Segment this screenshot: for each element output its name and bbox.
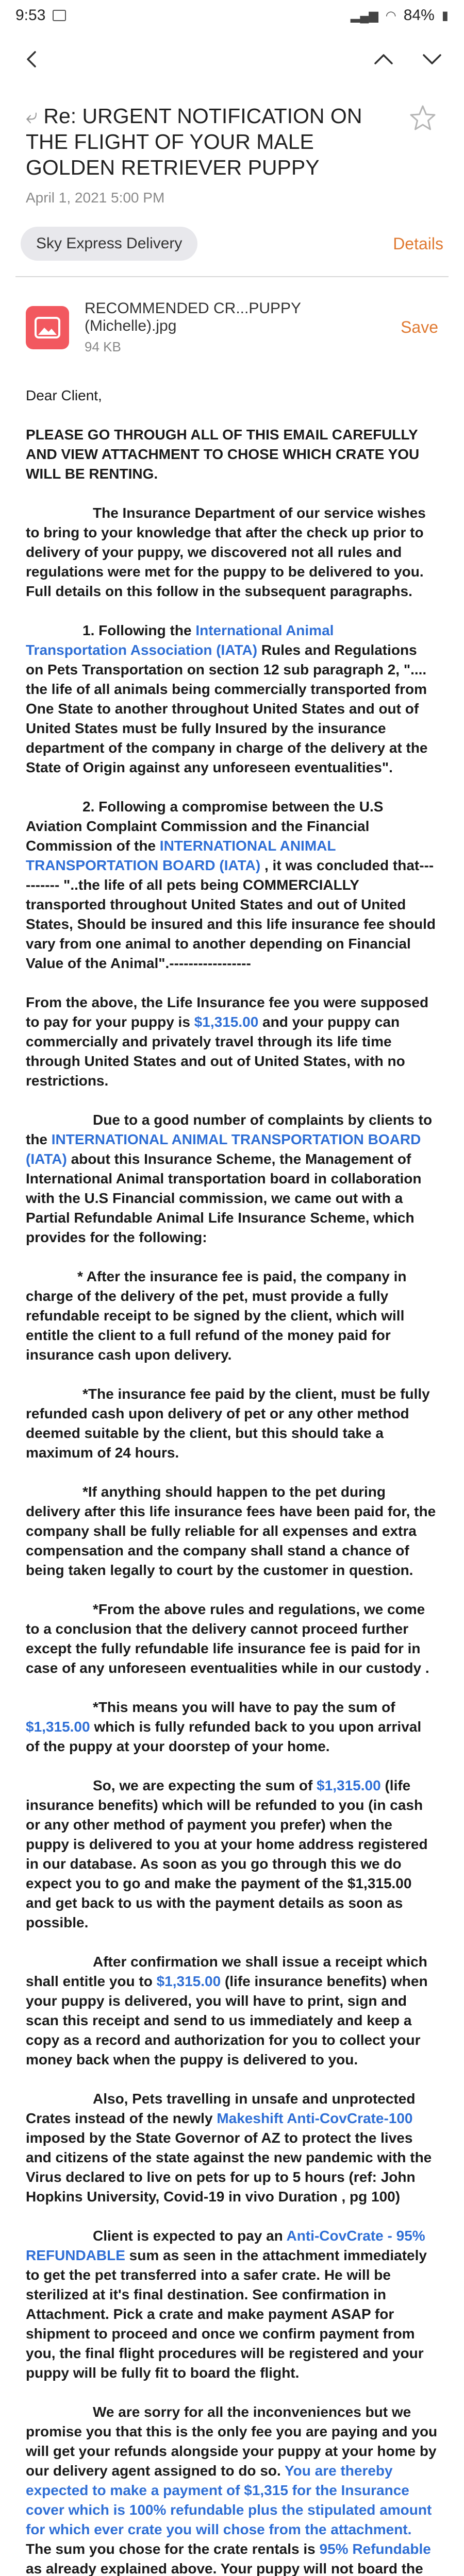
email-subject bbox=[26, 103, 397, 180]
star-icon[interactable] bbox=[407, 103, 438, 134]
payment-instruction-link[interactable]: You are thereby expected to make a payment of $1,315 for the Insurance cover which is 100% refundable plus the stipulated amount for which ever crate you will chose from the attachment. bbox=[26, 2463, 432, 2537]
email-toolbar bbox=[0, 31, 464, 88]
details-button[interactable]: Details bbox=[393, 234, 443, 253]
paragraph-6: * After the insurance fee is paid, the company in charge of the delivery of the pet, must provide a fully refundable receipt to be signed by the client, which will entitle the client to a full refund of the money paid for insurance cash upon delivery. bbox=[26, 1268, 407, 1363]
subject-text: Re: URGENT NOTIFICATION ON THE FLIGHT OF YOUR MALE GOLDEN RETRIEVER PUPPY bbox=[26, 104, 362, 179]
amount-link-4[interactable]: $1,315.00 bbox=[156, 1973, 221, 1989]
next-email-button[interactable] bbox=[416, 43, 449, 76]
signal-icon: ▂▄▆ bbox=[350, 8, 378, 23]
paragraph-1: The Insurance Department of our service wishes to bring to your knowledge that after the check up prior to delivery of your puppy, we discovered not all rules and regulations were met for the puppy to be delivered to you. Full details on this follow in the subsequent paragraphs. bbox=[26, 505, 426, 599]
reply-icon: ⤶ bbox=[26, 104, 44, 128]
iata-link[interactable]: International Animal Transportation Association (IATA) bbox=[26, 622, 334, 658]
battery-level: 84% bbox=[403, 7, 435, 24]
previous-email-button[interactable] bbox=[367, 43, 400, 76]
paragraph-7: *The insurance fee paid by the client, must be fully refunded cash upon delivery of pet or any other method deemed suitable by the client, but this should take a maximum of 24 hours. bbox=[26, 1386, 430, 1461]
image-notification-icon bbox=[53, 10, 66, 21]
back-arrow-icon bbox=[22, 49, 42, 70]
paragraph-14: Client is expected to pay an Anti-CovCrate - 95% REFUNDABLE sum as seen in the attachment immediately to get the pet transferred into a safer crate. He will be sterilized at it's final destination. See confirmation in Attachment. Pick a crate and make payment ASAP for shipment to proceed and once we confirm payment from you, the final flight procedures will be registered and your puppy will be fully fit to board the flight. bbox=[26, 2228, 427, 2381]
save-attachment-button[interactable]: Save bbox=[401, 318, 438, 336]
paragraph-5: Due to a good number of complaints by clients to the INTERNATIONAL ANIMAL TRANSPORTATION BOARD (IATA) about this Insurance Scheme, the Management of International Animal transportation board in collaboration with the U.S Financial commission, we came out with a Partial Refundable Animal Life Insurance Scheme, which provides for the following: bbox=[26, 1112, 433, 1245]
paragraph-2: 1. Following the International Animal Transportation Association (IATA) Rules and Regulations on Pets Transportation on section 12 sub paragraph 2, ".... the life of all animals being commercially transported from One State to another throughout United States and out of United States must be fully Insured by the insurance department of the company in charge of the delivery at the State of Origin against any unforeseen eventualities". bbox=[26, 622, 428, 775]
amount-link-3[interactable]: $1,315.00 bbox=[317, 1777, 381, 1793]
status-bar bbox=[0, 0, 464, 31]
sender-row bbox=[21, 227, 443, 261]
iatb-link[interactable]: INTERNATIONAL ANIMAL TRANSPORTATION BOARD (IATA) bbox=[26, 838, 336, 873]
chevron-up-icon bbox=[372, 48, 395, 71]
subject-row bbox=[0, 88, 464, 180]
chevron-down-icon bbox=[421, 48, 443, 71]
paragraph-8: *If anything should happen to the pet during delivery after this life insurance fees have been paid for, the company shall be fully reliable for all expenses and extra compensation and the company shall stand a chance of being taken legally to court by the customer in question. bbox=[26, 1484, 436, 1578]
paragraph-12: After confirmation we shall issue a receipt which shall entitle you to $1,315.00 (life insurance benefits) when your puppy is delivered, you will have to print, sign and scan this receipt and send to us immediately and keep a copy as a record and authorization for you to collect your money back when the puppy is delivered to you. bbox=[26, 1954, 428, 2067]
paragraph-10: *This means you will have to pay the sum of $1,315.00 which is fully refunded back to you upon arrival of the puppy at your doorstep of your home. bbox=[26, 1699, 422, 1754]
amount-link[interactable]: $1,315.00 bbox=[194, 1014, 259, 1030]
refundable-link[interactable]: 95% Refundable bbox=[319, 2541, 431, 2557]
paragraph-9: *From the above rules and regulations, we come to a conclusion that the delivery cannot proceed further except the fully refundable life insurance fee is paid for in case of any unforeseen eventualities while in our custody . bbox=[26, 1601, 429, 1676]
email-date: April 1, 2021 5:00 PM bbox=[26, 190, 165, 206]
anticovcrate-link[interactable]: Makeshift Anti-CovCrate-100 bbox=[217, 2110, 413, 2126]
sender-chip[interactable]: Sky Express Delivery bbox=[21, 227, 197, 261]
image-attachment-icon bbox=[26, 306, 69, 349]
wifi-icon: ◠ bbox=[385, 8, 396, 23]
greeting: Dear Client, bbox=[26, 387, 102, 403]
email-body bbox=[0, 355, 464, 2576]
paragraph-15: We are sorry for all the inconveniences but we promise you that this is the only fee you are paying and you will get your refunds alongside your puppy at your home by our delivery agent assigned to do so. You are thereby expected to make a payment of $1,315 for the Insurance cover which is 100% refundable plus the stipulated amount for which ever crate you will chose from the attachment. The sum you chose for the crate rentals is 95% Refundable as already explained above. Your puppy will not board the bbox=[26, 2404, 438, 2576]
paragraph-4: From the above, the Life Insurance fee you were supposed to pay for your puppy is $1,315.00 and your puppy can commercially and privately travel through its life time through United States and out of United States, with no restrictions. bbox=[26, 994, 429, 1089]
paragraph-11: So, we are expecting the sum of $1,315.00 (life insurance benefits) which will be refunded to you (in cash or any other method of payment you prefer) when the puppy is delivered to you at your home address registered in our database. As soon as you go through this we do expect you to go and make the payment of the $1,315.00 and get back to us with the payment details as soon as possible. bbox=[26, 1777, 428, 1930]
amount-link-2[interactable]: $1,315.00 bbox=[26, 1719, 90, 1735]
iatb-link-2[interactable]: INTERNATIONAL ANIMAL TRANSPORTATION BOARD (IATA) bbox=[26, 1131, 421, 1167]
battery-icon: ▮ bbox=[441, 8, 449, 23]
back-button[interactable] bbox=[15, 43, 48, 76]
anticovcrate-refundable-link[interactable]: Anti-CovCrate - 95% REFUNDABLE bbox=[26, 2228, 425, 2263]
paragraph-13: Also, Pets travelling in unsafe and unprotected Crates instead of the newly Makeshift Anti-CovCrate-100 imposed by the State Governor of AZ to protect the lives and citizens of the state against the new pandemic with the Virus declared to live on pets for up to 5 hours (ref: John Hopkins University, Covid-19 in vivo Duration , pg 100) bbox=[26, 2091, 432, 2205]
intro-text: PLEASE GO THROUGH ALL OF THIS EMAIL CAREFULLY AND VIEW ATTACHMENT TO CHOSE WHICH CRATE YOU WILL BE RENTING. bbox=[26, 427, 420, 482]
attachment-size: 94 KB bbox=[85, 339, 121, 354]
attachment-name: RECOMMENDED CR...PUPPY (Michelle).jpg bbox=[85, 300, 301, 334]
attachment[interactable] bbox=[0, 277, 464, 355]
status-time: 9:53 bbox=[15, 7, 46, 24]
paragraph-3: 2. Following a compromise between the U.S Aviation Complaint Commission and the Financial Commission of the INTERNATIONAL ANIMAL TRANSPORTATION BOARD (IATA) , it was concluded that---------- "..the life of all pets being COMMERCIALLY transported throughout United States and out of United States, Should be insured and this life insurance fee should vary from one animal to another depending on Financial Value of the Animal".----------------- bbox=[26, 799, 436, 971]
